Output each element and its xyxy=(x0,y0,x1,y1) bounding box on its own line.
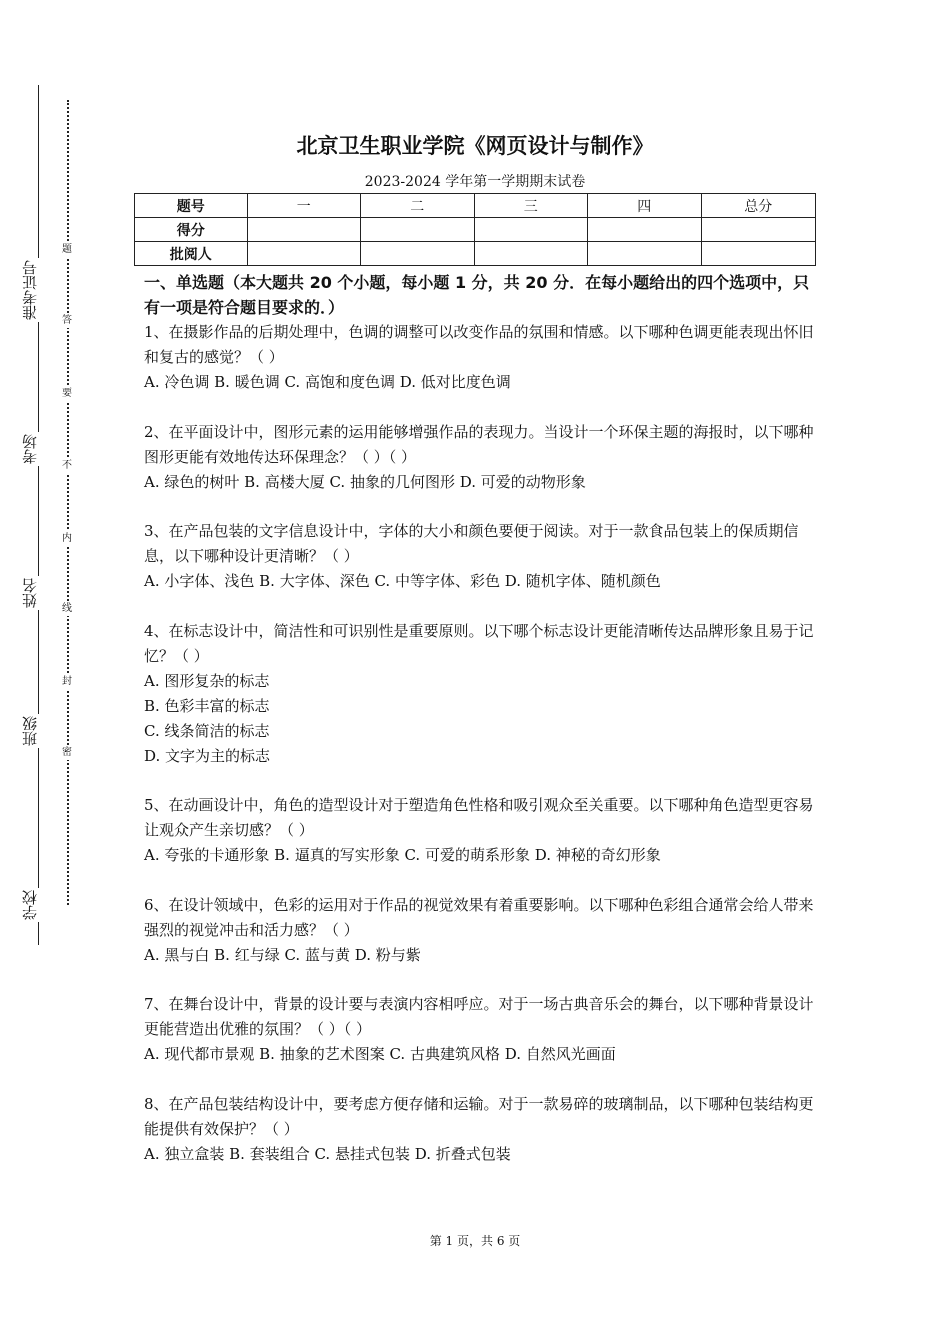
label-school: 学校 xyxy=(22,888,48,922)
score-table xyxy=(134,193,816,266)
table-header-cell: 四 xyxy=(588,194,702,218)
label-exam-number: 准考证号 xyxy=(22,258,48,322)
question-stem: 1、在摄影作品的后期处理中，色调的调整可以改变作品的氛围和情感。以下哪种色调更能表现出怀旧和复古的感觉？（ ） xyxy=(144,323,814,366)
score-cell[interactable] xyxy=(361,218,475,242)
question-7 xyxy=(144,992,820,1067)
grader-cell[interactable] xyxy=(247,242,361,266)
question-stem: 4、在标志设计中，简洁性和可识别性是重要原则。以下哪个标志设计更能清晰传达品牌形象且易于记忆？（ ） xyxy=(144,622,814,665)
question-8 xyxy=(144,1092,820,1167)
question-options: A. 冷色调 B. 暖色调 C. 高饱和度色调 D. 低对比度色调 xyxy=(144,373,511,391)
question-options: A. 小字体、浅色 B. 大字体、深色 C. 中等字体、彩色 D. 随机字体、随机颜色 xyxy=(144,572,661,590)
page-number: 第 1 页，共 6 页 xyxy=(429,1234,521,1248)
binding-margin xyxy=(0,0,120,1344)
question-stem: 5、在动画设计中，角色的造型设计对于塑造角色性格和吸引观众至关重要。以下哪种角色造型更容易让观众产生亲切感？（ ） xyxy=(144,796,814,839)
score-cell[interactable] xyxy=(474,218,588,242)
grader-cell[interactable] xyxy=(361,242,475,266)
question-stem: 7、在舞台设计中，背景的设计要与表演内容相呼应。对于一场古典音乐会的舞台，以下哪种背景设计更能营造出优雅的氛围？（ ）（ ） xyxy=(144,995,814,1038)
score-cell[interactable] xyxy=(588,218,702,242)
label-class: 班级 xyxy=(22,714,48,748)
seal-char: 密 xyxy=(62,747,72,758)
question-stem: 6、在设计领域中，色彩的运用对于作品的视觉效果有着重要影响。以下哪种色彩组合通常会给人带来强烈的视觉冲击和活力感？（ ） xyxy=(144,896,814,939)
seal-char: 要 xyxy=(62,388,72,399)
question-options: A. 黑与白 B. 红与绿 C. 蓝与黄 D. 粉与紫 xyxy=(144,946,421,964)
seal-char: 答 xyxy=(62,315,72,326)
question-options: A. 独立盒装 B. 套装组合 C. 悬挂式包装 D. 折叠式包装 xyxy=(144,1145,511,1163)
seal-char: 线 xyxy=(62,603,72,614)
table-header-cell: 二 xyxy=(361,194,475,218)
table-header-cell: 一 xyxy=(247,194,361,218)
seal-char: 封 xyxy=(62,676,72,687)
row-label-grader: 批阅人 xyxy=(135,242,248,266)
option-b: B. 色彩丰富的标志 xyxy=(144,697,270,715)
question-options: A. 现代都市景观 B. 抽象的艺术图案 C. 古典建筑风格 D. 自然风光画面 xyxy=(144,1045,616,1063)
question-stem: 3、在产品包装的文字信息设计中，字体的大小和颜色要便于阅读。对于一款食品包装上的保质期信息，以下哪种设计更清晰？（ ） xyxy=(144,522,799,565)
section-heading: 一、单选题（本大题共 20 个小题，每小题 1 分，共 20 分．在每小题给出的四个选项中，只有一项是符合题目要求的．） xyxy=(144,273,810,317)
table-header-cell: 三 xyxy=(474,194,588,218)
row-label-score: 得分 xyxy=(135,218,248,242)
seal-char: 不 xyxy=(62,460,72,471)
question-1 xyxy=(144,320,820,395)
option-a: A. 图形复杂的标志 xyxy=(144,672,270,690)
table-header-cell: 题号 xyxy=(135,194,248,218)
question-stem: 8、在产品包装结构设计中，要考虑方便存储和运输。对于一款易碎的玻璃制品，以下哪种包装结构更能提供有效保护？（ ） xyxy=(144,1095,814,1138)
grader-cell[interactable] xyxy=(701,242,816,266)
score-cell[interactable] xyxy=(701,218,816,242)
table-row xyxy=(135,218,816,242)
table-row xyxy=(135,242,816,266)
question-stem: 2、在平面设计中，图形元素的运用能够增强作品的表现力。当设计一个环保主题的海报时，以下哪种图形更能有效地传达环保理念？（ ）（ ） xyxy=(144,423,814,466)
question-options: A. 夸张的卡通形象 B. 逼真的写实形象 C. 可爱的萌系形象 D. 神秘的奇幻形象 xyxy=(144,846,661,864)
score-cell[interactable] xyxy=(247,218,361,242)
question-options: A. 绿色的树叶 B. 高楼大厦 C. 抽象的几何图形 D. 可爱的动物形象 xyxy=(144,473,586,491)
seal-char: 内 xyxy=(62,533,72,544)
label-name: 姓名 xyxy=(22,576,48,610)
page-subtitle: 2023-2024 学年第一学期期末试卷 xyxy=(364,174,586,190)
table-row xyxy=(135,194,816,218)
table-header-cell: 总分 xyxy=(701,194,816,218)
margin-dotted-line xyxy=(67,100,69,905)
label-exam-room: 考场 xyxy=(22,432,48,466)
seal-char: 题 xyxy=(62,244,72,255)
question-3 xyxy=(144,519,820,594)
option-d: D. 文字为主的标志 xyxy=(144,747,271,765)
question-6 xyxy=(144,893,820,968)
page-title: 北京卫生职业学院《网页设计与制作》 xyxy=(296,134,654,158)
option-c: C. 线条简洁的标志 xyxy=(144,722,270,740)
question-5 xyxy=(144,793,820,868)
grader-cell[interactable] xyxy=(588,242,702,266)
margin-solid-line xyxy=(38,85,39,945)
question-2 xyxy=(144,420,820,495)
grader-cell[interactable] xyxy=(474,242,588,266)
question-4 xyxy=(144,619,820,769)
